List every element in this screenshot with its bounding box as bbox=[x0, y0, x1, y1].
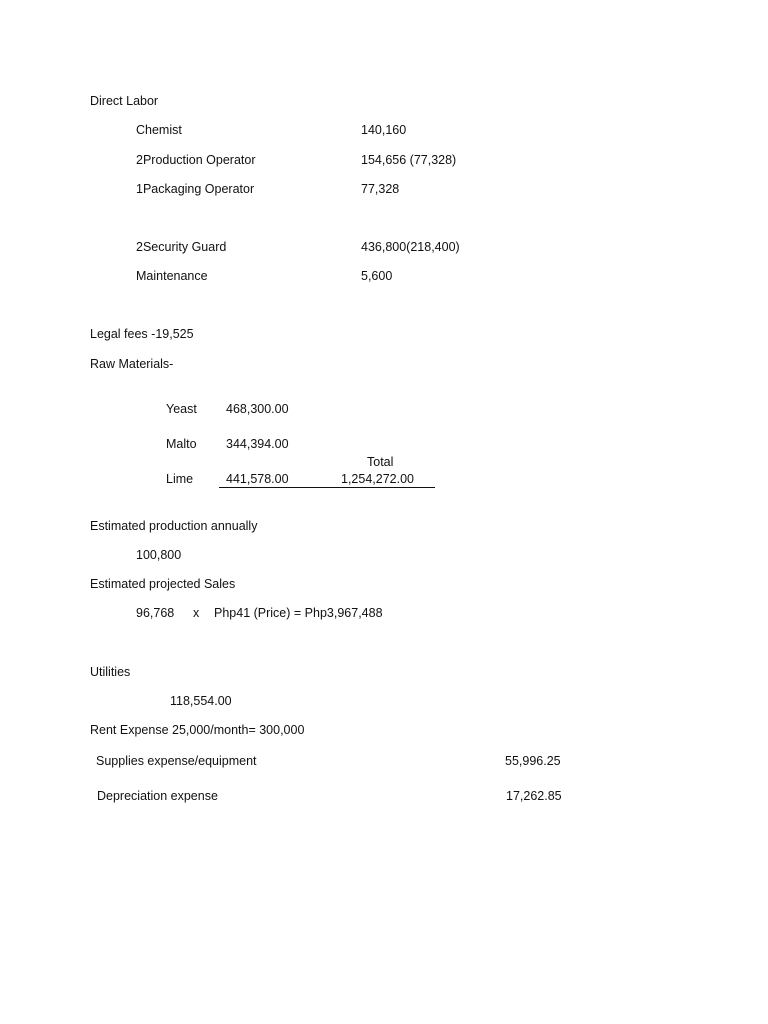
labor-item-label: 1Packaging Operator bbox=[136, 182, 255, 196]
labor-item-value: 77,328 bbox=[361, 182, 400, 196]
raw-materials-total-label: Total bbox=[367, 455, 394, 469]
production-heading: Estimated production annually bbox=[90, 519, 258, 533]
raw-material-value: 344,394.00 bbox=[226, 437, 289, 451]
utilities-heading: Utilities bbox=[90, 665, 131, 679]
total-underline bbox=[219, 487, 435, 488]
raw-material-value: 441,578.00 bbox=[226, 472, 289, 486]
supplies-value: 55,996.25 bbox=[505, 754, 561, 768]
labor-item-label: 2Production Operator bbox=[136, 153, 256, 167]
rent-expense: Rent Expense 25,000/month= 300,000 bbox=[90, 723, 305, 737]
labor-item-label: Maintenance bbox=[136, 269, 208, 283]
production-value: 100,800 bbox=[136, 548, 182, 562]
sales-times: x bbox=[193, 606, 200, 620]
depreciation-label: Depreciation expense bbox=[97, 789, 218, 803]
raw-material-value: 468,300.00 bbox=[226, 402, 289, 416]
raw-material-label: Yeast bbox=[166, 402, 197, 416]
labor-item-value: 436,800(218,400) bbox=[361, 240, 460, 254]
sales-heading: Estimated projected Sales bbox=[90, 577, 236, 591]
labor-item-label: Chemist bbox=[136, 123, 182, 137]
supplies-label: Supplies expense/equipment bbox=[96, 754, 257, 768]
sales-quantity: 96,768 bbox=[136, 606, 175, 620]
raw-materials-total-value: 1,254,272.00 bbox=[341, 472, 414, 486]
direct-labor-heading: Direct Labor bbox=[90, 94, 159, 108]
raw-material-label: Malto bbox=[166, 437, 197, 451]
legal-fees: Legal fees -19,525 bbox=[90, 327, 194, 341]
raw-materials-heading: Raw Materials- bbox=[90, 357, 174, 371]
depreciation-value: 17,262.85 bbox=[506, 789, 562, 803]
labor-item-value: 140,160 bbox=[361, 123, 407, 137]
utilities-value: 118,554.00 bbox=[170, 694, 232, 708]
labor-item-value: 154,656 (77,328) bbox=[361, 153, 457, 167]
labor-item-value: 5,600 bbox=[361, 269, 393, 283]
labor-item-label: 2Security Guard bbox=[136, 240, 227, 254]
sales-formula: Php41 (Price) = Php3,967,488 bbox=[214, 606, 383, 620]
raw-material-label: Lime bbox=[166, 472, 194, 486]
